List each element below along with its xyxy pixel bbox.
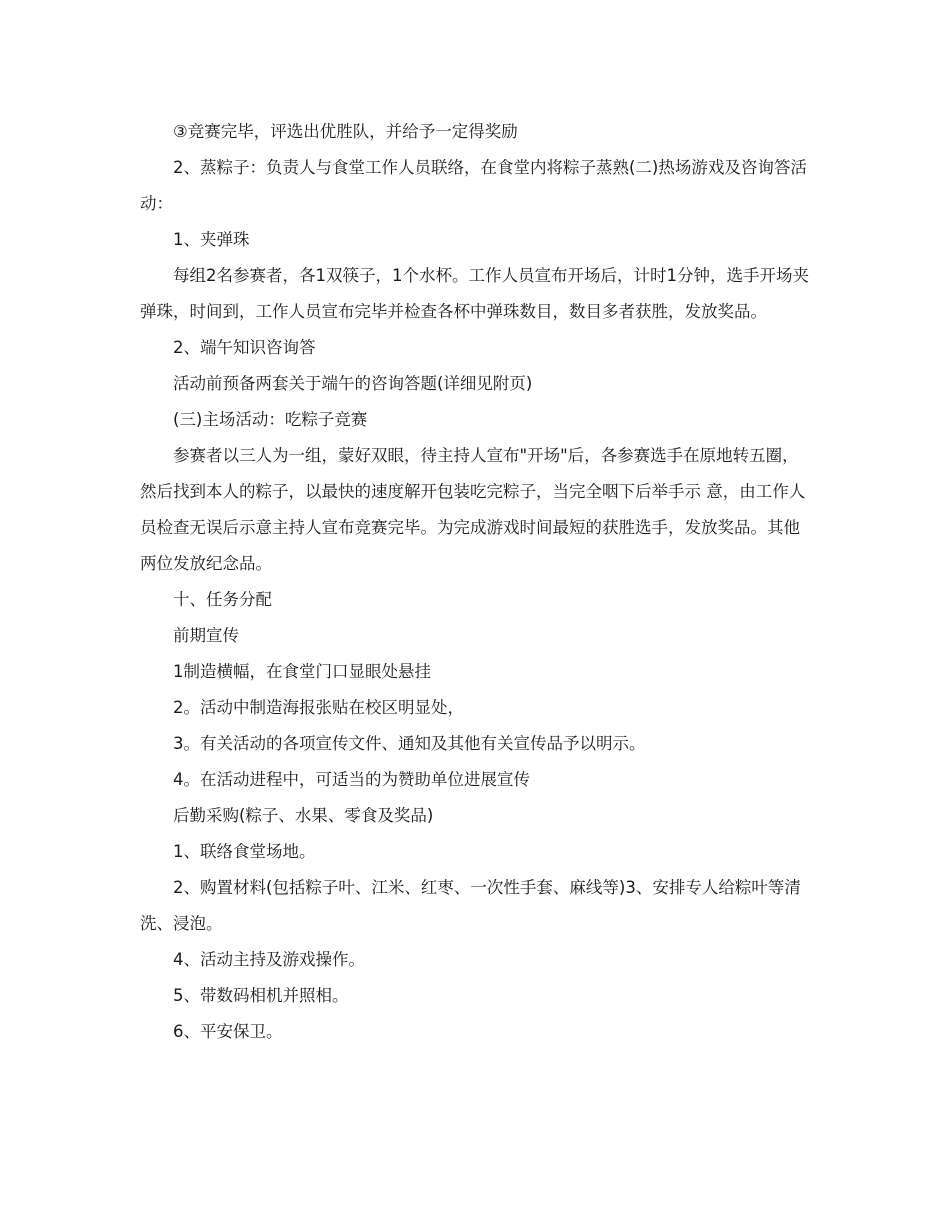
paragraph-logistics-camera: 5、带数码相机并照相。 [173, 986, 349, 1005]
paragraph-marble-heading: 1、夹弹珠 [173, 230, 250, 249]
paragraph-logistics-heading: 后勤采购(粽子、水果、零食及奖品) [173, 806, 434, 825]
paragraph-logistics-venue: 1、联络食堂场地。 [173, 842, 316, 861]
paragraph-logistics-host: 4、活动主持及游戏操作。 [173, 950, 365, 969]
paragraph-logistics-security: 6、平安保卫。 [173, 1022, 283, 1041]
paragraph-quiz-prep: 活动前预备两套关于端午的咨询答题(详细见附页) [173, 374, 533, 393]
paragraph-steam-zongzi: 2、蒸粽子：负责人与食堂工作人员联络，在食堂内将粽子蒸熟(二)热场游戏及咨询答活动： [140, 158, 807, 213]
paragraph-publicity-banner: 1制造横幅，在食堂门口显眼处悬挂 [173, 662, 431, 681]
paragraph-publicity-sponsor: 4。在活动进程中，可适当的为赞助单位进展宣传 [173, 770, 530, 789]
paragraph-quiz-heading: 2、端午知识咨询答 [173, 338, 316, 357]
paragraph-logistics-materials: 2、购置材料(包括粽子叶、江米、红枣、一次性手套、麻线等)3、安排专人给粽叶等清洗、浸泡。 [140, 878, 801, 933]
paragraph-publicity-heading: 前期宣传 [173, 626, 239, 645]
paragraph-main-event-rules: 参赛者以三人为一组，蒙好双眼，待主持人宣布"开场"后，各参赛选手在原地转五圈，然后找到本人的粽子，以最快的速度解开包装吃完粽子，当完全咽下后举手示 意，由工作人员检查无误后示意主持人宣布竞赛完毕。为完成游戏时间最短的获胜选手，发放奖品。其他两位发放纪念品。 [140, 446, 806, 573]
paragraph-publicity-files: 3。有关活动的各项宣传文件、通知及其他有关宣传品予以明示。 [173, 734, 646, 753]
document-body [140, 114, 812, 1050]
paragraph-publicity-poster: 2。活动中制造海报张贴在校区明显处， [173, 698, 464, 717]
paragraph-task-assignment-heading: 十、任务分配 [173, 590, 272, 609]
paragraph-competition-end: ③竞赛完毕，评选出优胜队，并给予一定得奖励 [173, 122, 518, 141]
paragraph-marble-rules: 每组2名参赛者，各1双筷子，1个水杯。工作人员宣布开场后，计时1分钟，选手开场夹弹珠，时间到，工作人员宣布完毕并检查各杯中弹珠数目，数目多者获胜，发放奖品。 [140, 266, 809, 321]
paragraph-main-event-heading: (三)主场活动：吃粽子竞赛 [173, 410, 368, 429]
